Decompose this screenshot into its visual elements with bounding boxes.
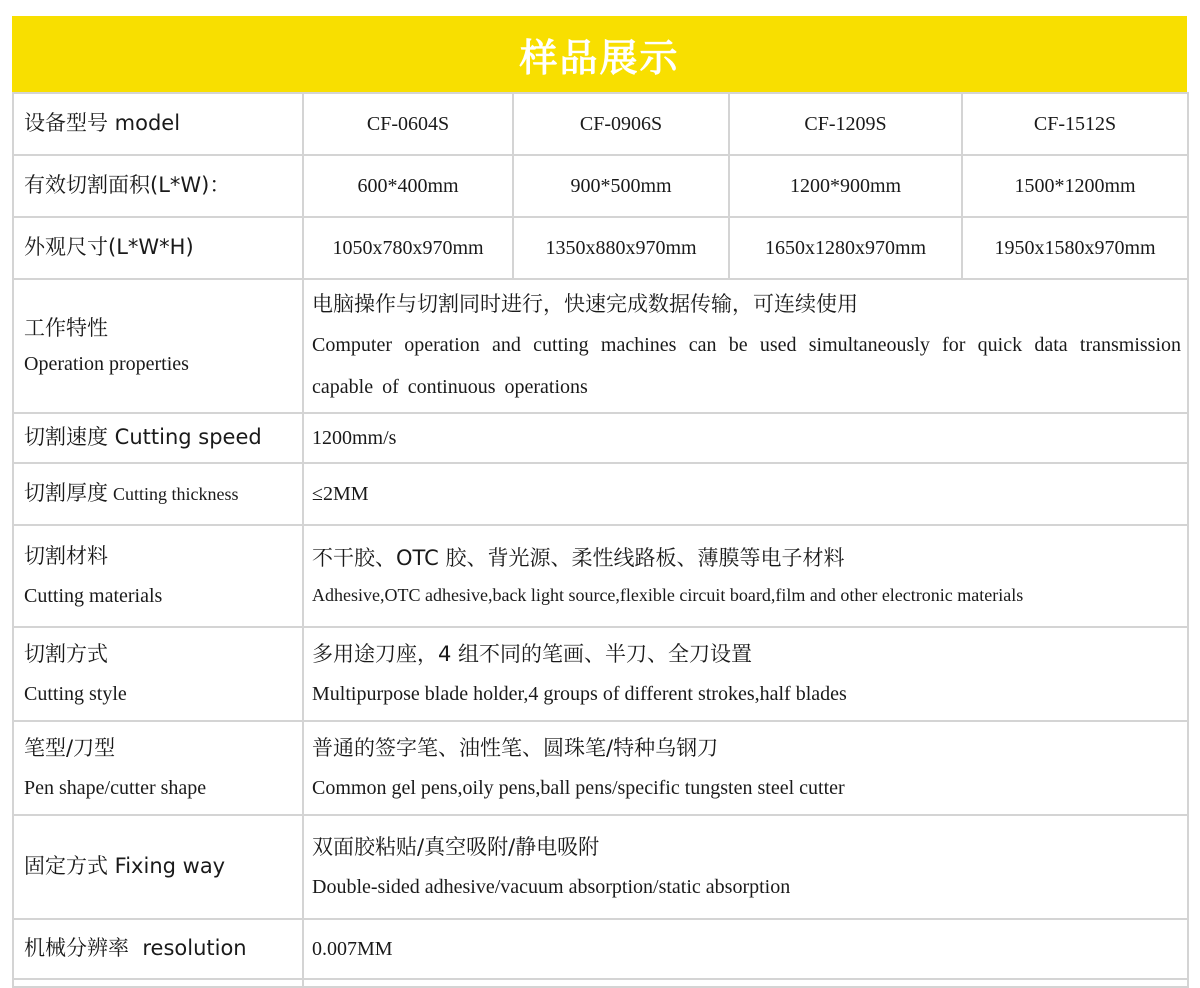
row-label: 切割材料 Cutting materials (13, 525, 303, 627)
spec-table (12, 92, 1189, 988)
table-row-style (13, 627, 1188, 721)
row-label: 有效切割面积(L*W)： (13, 155, 303, 217)
spec-sheet (12, 16, 1187, 988)
table-cell: 1950x1580x970mm (962, 217, 1188, 279)
table-cell: CF-1209S (729, 93, 962, 155)
row-label: 机械分辨率 resolution (13, 919, 303, 979)
table-row-size (13, 217, 1188, 279)
row-label: 笔型/刀型 Pen shape/cutter shape (13, 721, 303, 815)
table-cell: 900*500mm (513, 155, 729, 217)
table-cell: CF-0906S (513, 93, 729, 155)
table-cell: CF-0604S (303, 93, 513, 155)
table-row-cutoff (13, 979, 1188, 987)
row-label: 外观尺寸(L*W*H) (13, 217, 303, 279)
table-cell: 不干胶、OTC 胶、背光源、柔性线路板、薄膜等电子材料 Adhesive,OTC adhesive,back light source,flexible circuit board,film and other electronic materials (303, 525, 1188, 627)
table-cell: 1650x1280x970mm (729, 217, 962, 279)
table-cell: 多用途刀座，4 组不同的笔画、半刀、全刀设置 Multipurpose blade holder,4 groups of different strokes,half blades (303, 627, 1188, 721)
table-row-pen (13, 721, 1188, 815)
table-cell: ≤2MM (303, 463, 1188, 525)
row-label: 切割速度 Cutting speed (13, 413, 303, 463)
table-row-resolution (13, 919, 1188, 979)
table-cell: CF-1512S (962, 93, 1188, 155)
table-cell: 1350x880x970mm (513, 217, 729, 279)
table-cell: 普通的签字笔、油性笔、圆珠笔/特种乌钢刀 Common gel pens,oily pens,ball pens/specific tungsten steel cutter (303, 721, 1188, 815)
table-row-operation (13, 279, 1188, 413)
table-row-fixing (13, 815, 1188, 919)
table-cell: 双面胶粘贴/真空吸附/静电吸附 Double-sided adhesive/vacuum absorption/static absorption (303, 815, 1188, 919)
row-label: 固定方式 Fixing way (13, 815, 303, 919)
row-label: 切割方式 Cutting style (13, 627, 303, 721)
table-cell: 0.007MM (303, 919, 1188, 979)
table-row-speed (13, 413, 1188, 463)
table-cell: 1050x780x970mm (303, 217, 513, 279)
table-cell (13, 979, 303, 987)
table-cell: 600*400mm (303, 155, 513, 217)
page-title: 样品展示 (519, 35, 680, 80)
row-label: 设备型号 model (13, 93, 303, 155)
table-row-area (13, 155, 1188, 217)
table-row-thickness (13, 463, 1188, 525)
table-cell: 电脑操作与切割同时进行，快速完成数据传输，可连续使用 Computer operation and cutting machines can be used simultaneously for quick data transmission capable of continuous operations (303, 279, 1188, 413)
title-banner (12, 16, 1187, 92)
table-row-model (13, 93, 1188, 155)
table-cell: 1200*900mm (729, 155, 962, 217)
row-label: 工作特性 Operation properties (13, 279, 303, 413)
table-cell: 1500*1200mm (962, 155, 1188, 217)
table-cell: 1200mm/s (303, 413, 1188, 463)
table-row-materials (13, 525, 1188, 627)
table-cell (303, 979, 1188, 987)
row-label: 切割厚度 Cutting thickness (13, 463, 303, 525)
